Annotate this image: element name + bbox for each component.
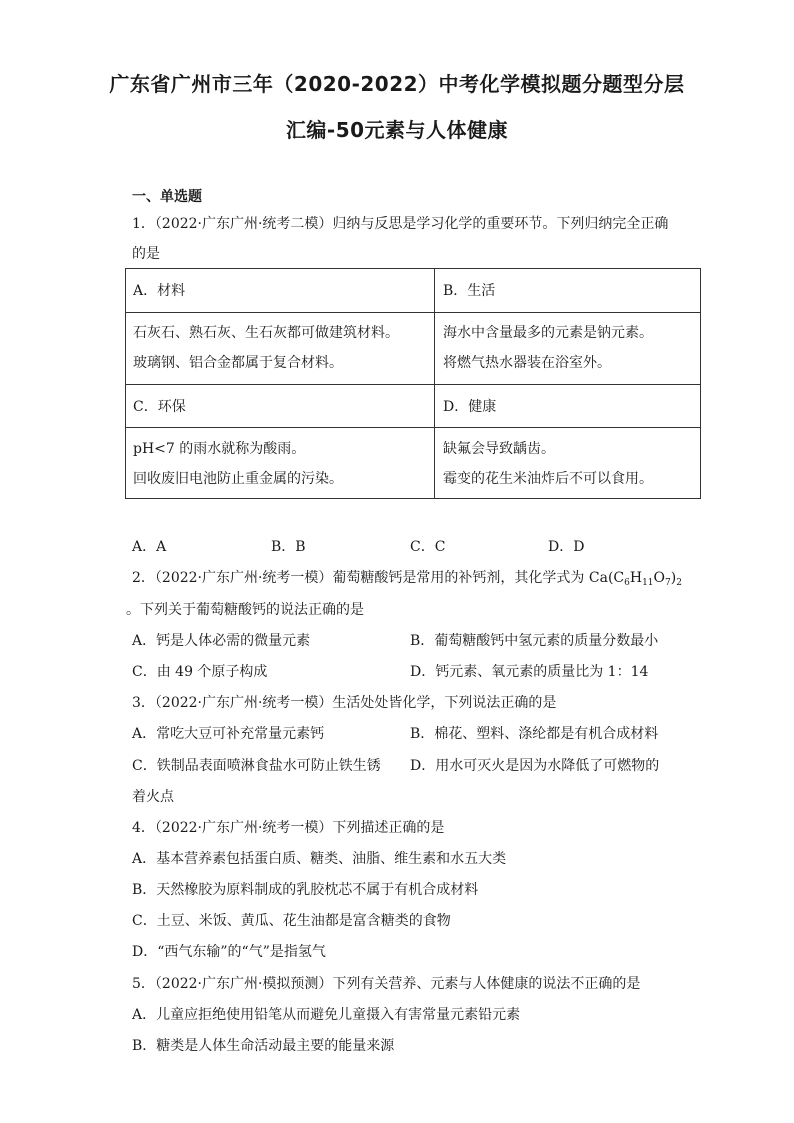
table-cell-c-body1: pH<7 的雨水就称为酸雨。 (133, 441, 306, 457)
q2-stem-line2: 。下列关于葡萄糖酸钙的说法正确的是 (126, 602, 364, 618)
q1-option-d[interactable]: D．D (548, 539, 585, 555)
q2-stem-text: 2．（2022·广东广州·统考一模）葡萄糖酸钙是常用的补钙剂，其化学式为 Ca(C (132, 570, 625, 586)
table-cell-b-body1: 海水中含量最多的元素是钠元素。 (443, 325, 653, 341)
q2-option-d[interactable]: D．钙元素、氧元素的质量比为 1：14 (410, 664, 649, 680)
table-cell-a-body2: 玻璃钢、铝合金都属于复合材料。 (133, 355, 343, 371)
q4-option-d[interactable]: D．“西气东输”的“气”是指氢气 (132, 944, 326, 960)
q1-option-c[interactable]: C．C (410, 539, 446, 555)
formula-paren: ) (670, 570, 677, 586)
formula-subscript: 11 (642, 578, 654, 588)
q2-option-b[interactable]: B．葡萄糖酸钙中氢元素的质量分数最小 (410, 633, 659, 649)
q1-table (125, 268, 701, 499)
table-cell-a-head: A．材料 (133, 283, 186, 299)
section-heading: 一、单选题 (132, 189, 202, 205)
q3-option-d-continued: 着火点 (132, 789, 174, 805)
q5-option-b[interactable]: B．糖类是人体生命活动最主要的能量来源 (132, 1038, 395, 1054)
q3-option-b[interactable]: B．棉花、塑料、涤纶都是有机合成材料 (410, 726, 659, 742)
q4-option-a[interactable]: A．基本营养素包括蛋白质、糖类、油脂、维生素和水五大类 (132, 851, 507, 867)
q2-option-c[interactable]: C．由 49 个原子构成 (132, 664, 268, 680)
table-divider (126, 427, 700, 428)
doc-title-line2: 汇编-50元素与人体健康 (285, 118, 509, 142)
formula-subscript: 6 (624, 578, 630, 588)
q3-option-a[interactable]: A．常吃大豆可补充常量元素钙 (132, 726, 325, 742)
q5-option-a[interactable]: A．儿童应拒绝使用铅笔从而避免儿童摄入有害常量元素铅元素 (132, 1007, 521, 1023)
formula-subscript: 2 (676, 578, 682, 588)
q1-option-a[interactable]: A．A (132, 539, 167, 555)
formula-element: H (629, 570, 643, 586)
table-cell-b-body2: 将燃气热水器装在浴室外。 (443, 355, 611, 371)
q1-option-b[interactable]: B．B (271, 539, 306, 555)
table-cell-d-body1: 缺氟会导致龋齿。 (443, 441, 555, 457)
table-cell-b-head: B．生活 (443, 283, 496, 299)
q4-option-c[interactable]: C．土豆、米饭、黄瓜、花生油都是富含糖类的食物 (132, 913, 451, 929)
q1-stem-line1: 1．（2022·广东广州·统考二模）归纳与反思是学习化学的重要环节。下列归纳完全正确 (132, 216, 669, 232)
table-cell-c-body2: 回收废旧电池防止重金属的污染。 (133, 471, 343, 487)
formula-element: O (653, 570, 666, 586)
table-cell-c-head: C．环保 (133, 399, 186, 415)
q3-stem: 3．（2022·广东广州·统考一模）生活处处皆化学，下列说法正确的是 (132, 695, 557, 711)
q3-option-c[interactable]: C．铁制品表面喷淋食盐水可防止铁生锈 (132, 758, 381, 774)
q4-option-b[interactable]: B．天然橡胶为原料制成的乳胶枕芯不属于有机合成材料 (132, 882, 479, 898)
table-cell-d-head: D．健康 (443, 399, 497, 415)
q4-stem: 4．（2022·广东广州·统考一模）下列描述正确的是 (132, 820, 445, 836)
q5-stem: 5．（2022·广东广州·模拟预测）下列有关营养、元素与人体健康的说法不正确的是 (132, 976, 641, 992)
doc-title-line1: 广东省广州市三年（2020-2022）中考化学模拟题分题型分层 (109, 72, 685, 96)
table-divider (126, 384, 700, 385)
table-cell-d-body2: 霉变的花生米油炸后不可以食用。 (443, 471, 653, 487)
q3-option-d[interactable]: D．用水可灭火是因为水降低了可燃物的 (410, 758, 660, 774)
q2-stem-line1 (132, 569, 682, 592)
table-divider (126, 312, 700, 313)
formula-subscript: 7 (665, 578, 671, 588)
q2-option-a[interactable]: A．钙是人体必需的微量元素 (132, 633, 311, 649)
table-cell-a-body1: 石灰石、熟石灰、生石灰都可做建筑材料。 (133, 325, 399, 341)
q1-stem-line2: 的是 (132, 246, 160, 262)
